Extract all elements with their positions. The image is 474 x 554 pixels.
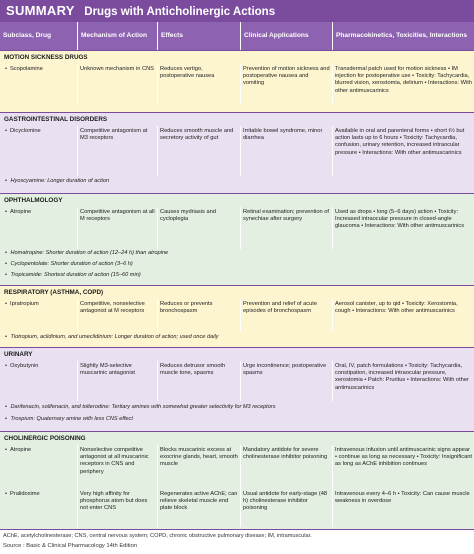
mechanism-of-action-cell: Competitive antagonism at M3 receptors (80, 128, 148, 142)
drug-name-cell: • Oxybutynin (0, 363, 77, 370)
column-separator (157, 64, 158, 104)
section-ophthalmology (0, 193, 474, 285)
pharmacokinetics-cell: Oral, IV, patch formulations • Toxicity: Tachycardia, constipation, increased intraocular pressure, xerostomia • Patch: Pruritus • Interactions: With other antimuscarinics (335, 363, 469, 391)
section-title: GASTROINTESTINAL DISORDERS (4, 116, 108, 123)
related-drug-note: • Homatropine: Shorter duration of action (12–24 h) than atropine (5, 250, 168, 256)
mechanism-of-action-cell: Very high affinity for phosphorus atom but does not enter CNS (80, 491, 148, 512)
table-row (0, 299, 474, 332)
related-drug-note: • Darifenacin, solifenacin, and tolterodine: Tertiary amines with somewhat greater selectivity for M3 receptors (5, 404, 276, 410)
mechanism-of-action-cell: Competitive, nonselective antagonist at M receptors (80, 301, 145, 315)
pharmacokinetics-cell: Available in oral and parenteral forms • short t½ but action lasts up to 6 hours • Toxicity: Tachycardia, confusion, urinary retention, increased intraocular pressure • Interactions: With other antimuscarinics (335, 128, 465, 156)
clinical-applications-cell: Irritable bowel syndrome, minor diarrhea (243, 128, 323, 142)
title-bar (0, 0, 474, 22)
pharmacokinetics-cell: Intravenous infusion until antimuscarinic signs appear • continue as long as necessary • Toxicity: Insignificant as long as AChE inhibition continues (335, 447, 472, 468)
pharmacokinetics-cell: Intravenous every 4–6 h • Toxicity: Can cause muscle weakness in overdose (335, 491, 470, 505)
section-urinary (0, 347, 474, 431)
column-header-mechanism-of-action: Mechanism of Action (77, 22, 157, 50)
column-separator (77, 207, 78, 249)
effects-cell: Reduces vertigo, postoperative nausea (160, 66, 215, 80)
column-separator (240, 299, 241, 332)
effects-cell: Reduces smooth muscle and secretory activity of gut (160, 128, 234, 142)
section-title: CHOLINERGIC POISONING (4, 435, 86, 442)
column-separator (77, 126, 78, 176)
title-main: SUMMARY (6, 3, 75, 18)
column-separator (332, 126, 333, 176)
clinical-applications-cell: Usual antidote for early-stage (48 h) cholinesterase inhibitor poisoning (243, 491, 328, 512)
related-drug-note: • Trospium: Quaternary amine with less CNS effect (5, 416, 133, 422)
table-row (0, 207, 474, 249)
section-divider (0, 431, 474, 432)
abbreviations-footnote: AChE, acetylcholinesterase; CNS, central nervous system; COPD, chronic obstructive pulmonary disease; IM, intramuscular. (3, 533, 312, 539)
section-divider (0, 285, 474, 286)
column-header-drug-name: Subclass, Drug (3, 32, 52, 39)
mechanism-of-action-cell: Unknown mechanism in CNS (80, 66, 154, 72)
section-title: URINARY (4, 351, 33, 358)
column-separator (240, 126, 241, 176)
column-separator (332, 207, 333, 249)
title-sub: Drugs with Anticholinergic Actions (84, 6, 276, 18)
section-cholinergic-poisoning (0, 431, 474, 529)
pharmacokinetics-cell: Used as drops • long (5–6 days) action • Toxicity: Increased intraocular pressure in closed-angle glaucoma • Interactions: With other antimuscarinics (335, 209, 465, 230)
section-title: RESPIRATORY (ASTHMA, COPD) (4, 289, 104, 296)
column-separator (332, 445, 333, 527)
column-separator (77, 445, 78, 527)
effects-cell: Regenerates active AChE; can relieve skeletal muscle end plate block (160, 491, 238, 512)
column-separator (77, 64, 78, 104)
section-divider (0, 50, 474, 51)
drug-name-cell: • Scopolamine (0, 66, 77, 73)
pharmacokinetics-cell: Aerosol canister, up to qid • Toxicity: Xerostomia, cough • Interactions: With other antimuscarinics (335, 301, 458, 315)
drug-name-cell: • Atropine (0, 447, 77, 454)
mechanism-of-action-cell: Slightly M3-selective muscarinic antagonist (80, 363, 136, 377)
column-header-row (0, 22, 474, 50)
drug-name-cell: • Ipratropium (0, 301, 77, 308)
column-separator (240, 207, 241, 249)
section-respiratory-asthma-copd (0, 285, 474, 347)
column-separator (157, 207, 158, 249)
column-separator (332, 64, 333, 104)
column-separator (332, 361, 333, 401)
column-separator (157, 299, 158, 332)
section-divider (0, 193, 474, 194)
drug-name-cell: • Dicyclomine (0, 128, 77, 135)
column-separator (157, 126, 158, 176)
section-motion-sickness-drugs (0, 50, 474, 112)
section-gastrointestinal-disorders (0, 112, 474, 193)
column-header-clinical-applications: Clinical Applications (240, 22, 332, 50)
clinical-applications-cell: Prevention and relief of acute episodes of bronchospasm (243, 301, 317, 315)
mechanism-of-action-cell: Competitive antagonism at all M receptors (80, 209, 155, 223)
clinical-applications-cell: Mandatory antidote for severe cholinesterase inhibitor poisoning (243, 447, 328, 461)
section-divider (0, 112, 474, 113)
related-drug-note: • Cyclopentolate: Shorter duration of action (3–6 h) (5, 261, 133, 267)
drug-name-cell: • Pralidoxime (0, 491, 77, 498)
column-separator (77, 299, 78, 332)
effects-cell: Causes mydriasis and cycloplegia (160, 209, 216, 223)
column-separator (240, 361, 241, 401)
source-line: Source : Basic & Clinical Pharmacology 14th Edition (3, 543, 138, 549)
column-separator (332, 299, 333, 332)
table-row (0, 489, 474, 527)
clinical-applications-cell: Retinal examination; prevention of synechiae after surgery (243, 209, 329, 223)
section-title: OPHTHALMOLOGY (4, 197, 63, 204)
clinical-applications-cell: Prevention of motion sickness and postoperative nausea and vomiting (243, 66, 330, 87)
effects-cell: Reduces or prevents bronchospasm (160, 301, 213, 315)
column-separator (240, 445, 241, 527)
mechanism-of-action-cell: Nonselective competitive antagonist at all muscarinic receptors in CNS and periphery (80, 447, 149, 475)
related-drug-note: • Tropicamide: Shortest duration of action (15–60 min) (5, 272, 141, 278)
column-header-effects: Effects (157, 22, 240, 50)
column-separator (77, 361, 78, 401)
table-row (0, 126, 474, 176)
section-title: MOTION SICKNESS DRUGS (4, 54, 88, 61)
column-separator (240, 64, 241, 104)
table-bottom-border (0, 529, 474, 530)
related-drug-note: • Hyoscyamine: Longer duration of action (5, 178, 109, 184)
effects-cell: Reduces detrusor smooth muscle tone, spasms (160, 363, 226, 377)
table-row (0, 445, 474, 489)
effects-cell: Blocks muscarinic excess at exocrine glands, heart, smooth muscle (160, 447, 238, 468)
related-drug-note: • Tiotropium, aclidinium, and umeclidinium: Longer duration of action; used once daily (5, 334, 218, 340)
pharmacokinetics-cell: Transdermal patch used for motion sickness • IM injection for postoperative use • Toxicity: Tachycardia, blurred vision, xerostomia, delirium • Interactions: With other antimuscarinics (335, 66, 472, 94)
column-separator (157, 361, 158, 401)
drug-name-cell: • Atropine (0, 209, 77, 216)
column-header-pharmacokinetics: Pharmacokinetics, Toxicities, Interactions (332, 22, 474, 50)
table-row (0, 64, 474, 104)
section-divider (0, 347, 474, 348)
table-row (0, 361, 474, 401)
clinical-applications-cell: Urge incontinence; postoperative spasms (243, 363, 327, 377)
column-separator (157, 445, 158, 527)
